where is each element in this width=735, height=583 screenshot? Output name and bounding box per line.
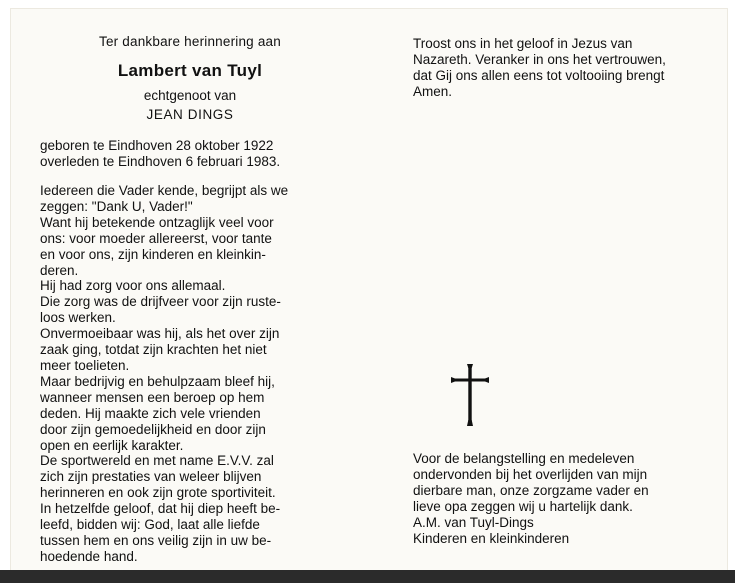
tribute-line: zich zijn prestaties van weleer blijven (40, 469, 262, 485)
thanks-line: Voor de belangstelling en medeleven (413, 451, 635, 466)
thanks-text (413, 451, 649, 546)
tribute-line: tussen hem en ons veilig zijn in uw be- (40, 532, 272, 548)
tribute-line: loos werken. (40, 310, 116, 326)
prayer-line: Troost ons in het geloof in Jezus van (413, 36, 633, 51)
card-bottom-edge (0, 570, 735, 583)
tribute-line: zeggen: "Dank U, Vader!" (40, 198, 193, 214)
tribute-line: door zijn gemoedelijkheid en door zijn (40, 421, 266, 437)
tribute-line: deden. Hij maakte zich vele vrienden (40, 405, 261, 421)
birth-death-dates (40, 138, 280, 170)
thanks-line: dierbare man, onze zorgzame vader en (413, 482, 649, 498)
prayer-line: Nazareth. Veranker in ons het vertrouwen, (413, 51, 666, 67)
tribute-line: hoedende hand. (40, 548, 138, 564)
prayer-line: Amen. (413, 83, 453, 99)
birth-line: geboren te Eindhoven 28 oktober 1922 (40, 138, 274, 153)
tribute-line: Onvermoeibaar was hij, als het over zijn (40, 326, 280, 342)
tribute-line: De sportwereld en met name E.V.V. zal (40, 453, 274, 469)
thanks-line: ondervonden bij het overlijden van mijn (413, 466, 648, 482)
tribute-line: wanneer mensen een beroep op hem (40, 389, 265, 405)
tribute-line: Die zorg was de drijfveer voor zijn ruste- (40, 294, 281, 310)
relation-line: echtgenoot van (143, 88, 237, 103)
prayer-text (413, 36, 666, 100)
tribute-text (40, 183, 288, 565)
tribute-line: Want hij betekende ontzaglijk veel voor (40, 214, 274, 230)
tribute-line: leefd, bidden wij: God, laat alle liefde (40, 517, 260, 533)
spouse-name: JEAN DINGS (146, 107, 234, 122)
tribute-line: In hetzelfde geloof, dat hij diep heeft be- (40, 501, 281, 517)
prayer-line: dat Gij ons allen eens tot voltooiing brengt (413, 67, 665, 83)
tribute-line: Iedereen die Vader kende, begrijpt als we (40, 183, 289, 198)
death-line: overleden te Eindhoven 6 februari 1983. (40, 153, 281, 169)
tribute-line: zaak ging, totdat zijn krachten het niet (40, 342, 267, 358)
tribute-line: ons: voor moeder allereerst, voor tante (40, 230, 272, 246)
tribute-line: meer toelieten. (40, 357, 130, 373)
thanks-line: lieve opa zeggen wij u hartelijk dank. (413, 498, 633, 514)
tribute-line: open en eerlijk karakter. (40, 437, 184, 453)
tribute-line: Maar bedrijvig en behulpzaam bleef hij, (40, 373, 275, 389)
signature-family: Kinderen en kleinkinderen (413, 530, 570, 546)
deceased-name: Lambert van Tuyl (117, 61, 263, 80)
tribute-line: en voor ons, zijn kinderen en kleinkin- (40, 246, 266, 262)
cross-icon (448, 362, 492, 428)
tribute-line: deren. (40, 262, 79, 278)
tribute-line: herinneren en ook zijn grote sportiviteit. (40, 485, 276, 501)
tribute-line: Hij had zorg voor ons allemaal. (40, 278, 226, 294)
dedication-line: Ter dankbare herinnering aan (99, 34, 281, 49)
signature-name: A.M. van Tuyl-Dings (413, 514, 534, 530)
